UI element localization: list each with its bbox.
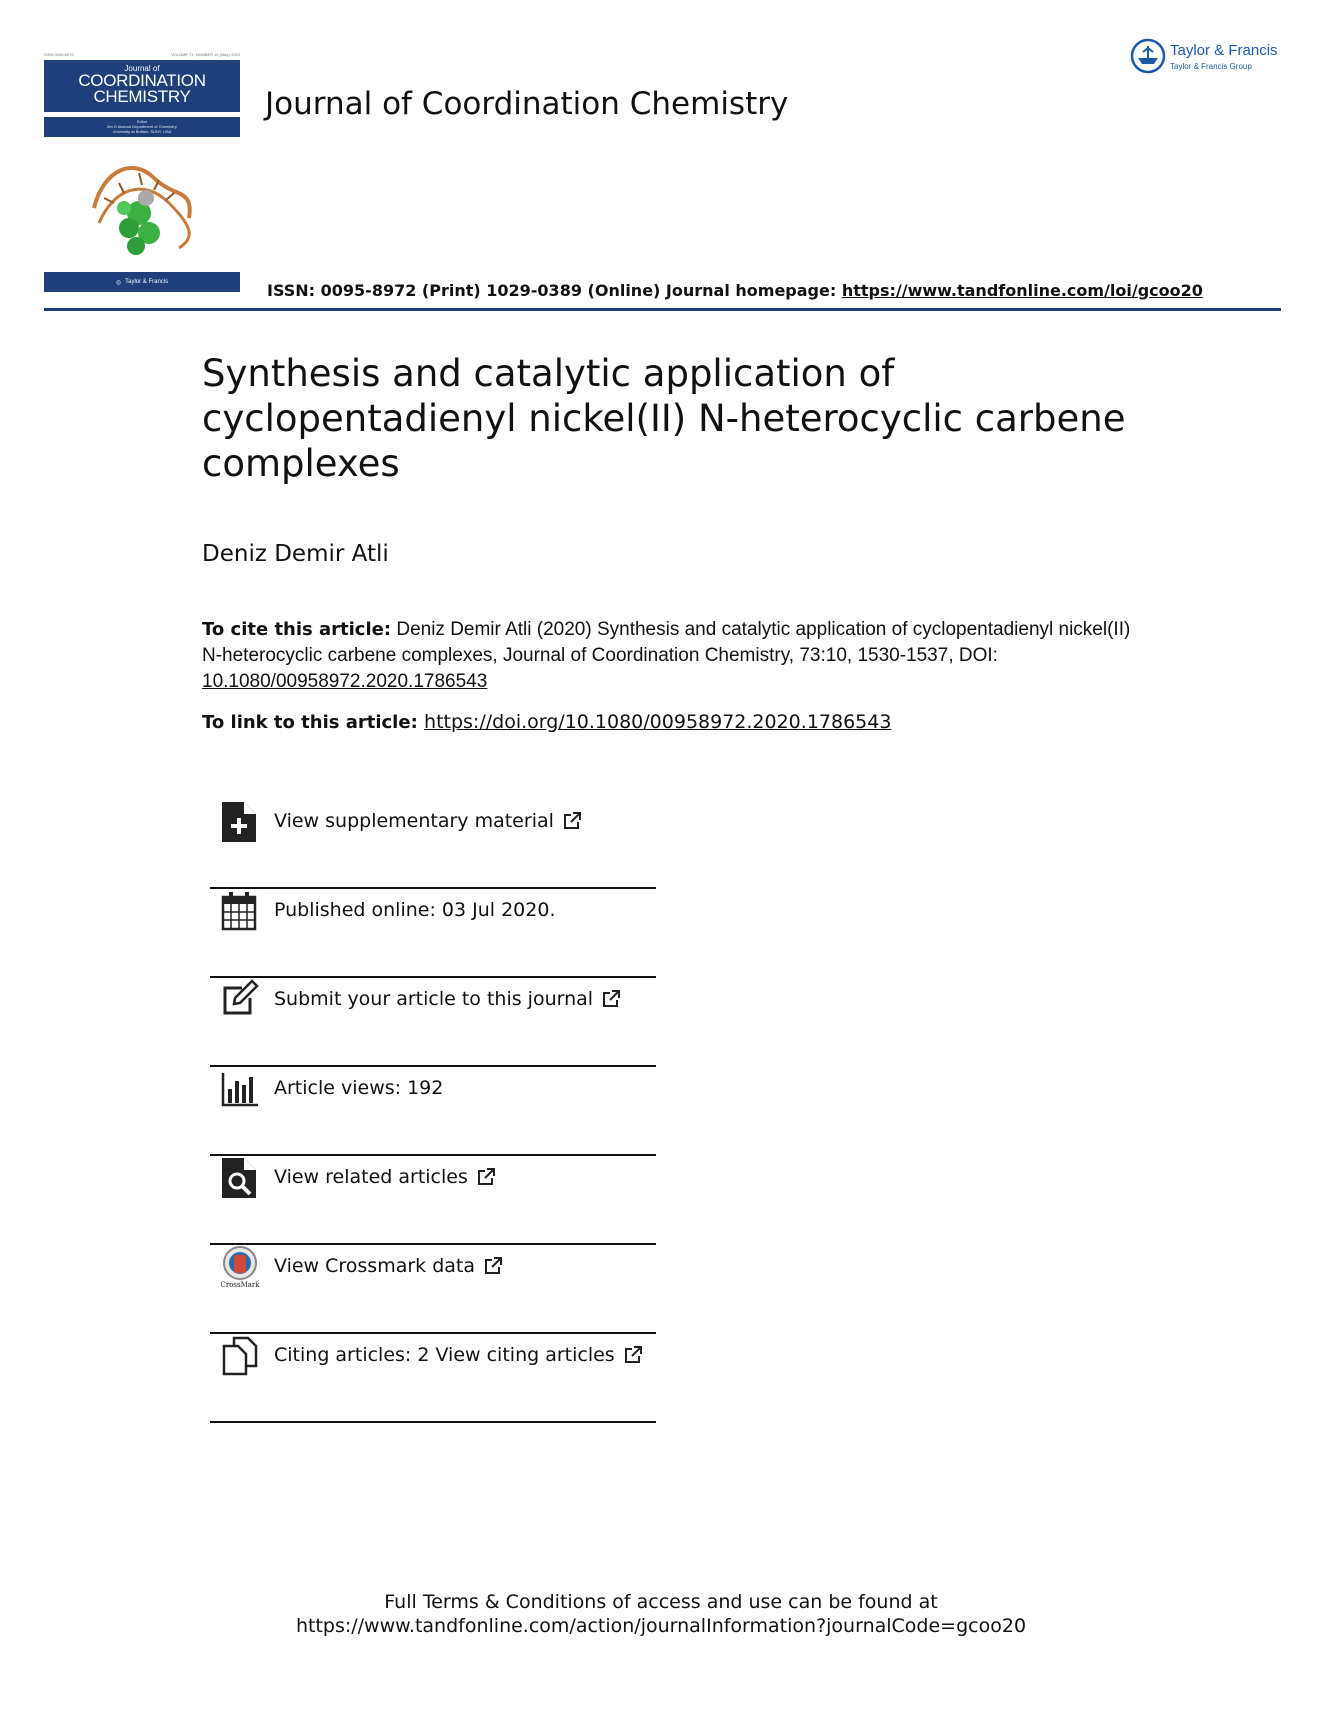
- cover-title-band: [44, 60, 240, 112]
- issn-text: ISSN: 0095-8972 (Print) 1029-0389 (Online) Journal homepage:: [267, 281, 842, 300]
- cover-molecule-illustration: [84, 148, 204, 268]
- article-title: Synthesis and catalytic application of cyclopentadienyl nickel(II) N-heterocyclic carbene complexes: [202, 352, 1126, 485]
- published-date: Published online: 03 Jul 2020.: [274, 899, 556, 921]
- bar-chart-icon: [220, 1067, 260, 1111]
- crossmark-caption: CrossMark: [220, 1281, 260, 1289]
- related-label: View related articles: [274, 1166, 468, 1188]
- citing-label: Citing articles: 2 View citing articles: [274, 1344, 615, 1366]
- citation-block: [202, 617, 1142, 695]
- article-author: Deniz Demir Atli: [202, 541, 389, 567]
- search-document-icon: [220, 1156, 260, 1200]
- crossmark-label: View Crossmark data: [274, 1255, 476, 1277]
- supplementary-label: View supplementary material: [274, 810, 554, 832]
- citation-doi-link[interactable]: 10.1080/00958972.2020.1786543: [202, 671, 488, 692]
- article-link-block: [202, 711, 891, 733]
- crossmark-icon: [220, 1245, 260, 1289]
- cover-editor-strip: [44, 117, 240, 137]
- footer-terms: [0, 1590, 1322, 1638]
- row-views: [210, 1067, 656, 1156]
- issn-line: [267, 281, 1203, 300]
- footer-terms-url[interactable]: https://www.tandfonline.com/action/journalInformation?journalCode=gcoo20: [295, 1615, 1027, 1637]
- external-link-icon: [476, 1167, 496, 1187]
- cover-coordination: COORDINATION: [78, 71, 206, 90]
- article-doi-url[interactable]: https://doi.org/10.1080/00958972.2020.1786543: [424, 711, 892, 733]
- row-supplementary[interactable]: [210, 800, 656, 889]
- header-rule: [44, 308, 1281, 311]
- cover-tiny-text: [44, 52, 240, 60]
- edit-icon: [220, 978, 260, 1022]
- publisher-name: Taylor & Francis: [1170, 42, 1278, 59]
- publisher-group: Taylor & Francis Group: [1170, 62, 1252, 71]
- link-label: To link to this article:: [202, 712, 425, 733]
- cover-chemistry: CHEMISTRY: [93, 87, 191, 106]
- taylor-francis-logo[interactable]: [1130, 38, 1290, 78]
- citation-text: Deniz Demir Atli (2020) Synthesis and catalytic application of cyclopentadienyl nickel(II) N-heterocyclic carbene complexes, Journal of Coordination Chemistry, 73:10, 1530-1537, DOI:: [202, 619, 1131, 666]
- article-views: Article views: 192: [274, 1077, 444, 1099]
- file-plus-icon: [220, 800, 260, 844]
- calendar-icon: [220, 889, 260, 933]
- external-link-icon: [483, 1256, 503, 1276]
- row-separator: [210, 1421, 656, 1423]
- cover-editor-line1: Jim D Atwood Department of Chemistry,: [106, 124, 178, 129]
- cover-issn: ISSN 0095-8972: [44, 52, 74, 57]
- cover-publisher-icon: ◎: [115, 279, 122, 286]
- row-submit[interactable]: [210, 978, 656, 1067]
- external-link-icon: [623, 1345, 643, 1365]
- footer-line1: Full Terms & Conditions of access and use can be found at: [384, 1591, 938, 1613]
- cover-editor-label: Editor: [136, 119, 148, 124]
- journal-name: Journal of Coordination Chemistry: [265, 86, 789, 122]
- cover-publisher: Taylor & Francis: [125, 279, 169, 285]
- cover-journal-of: Journal of: [124, 64, 160, 73]
- cover-publisher-band: [44, 272, 240, 292]
- taylor-francis-logo-icon: [1130, 38, 1166, 74]
- row-published: [210, 889, 656, 978]
- external-link-icon: [562, 811, 582, 831]
- row-crossmark[interactable]: [210, 1245, 656, 1334]
- external-link-icon: [601, 989, 621, 1009]
- journal-homepage-link[interactable]: https://www.tandfonline.com/loi/gcoo20: [841, 281, 1203, 300]
- citation-label: To cite this article:: [202, 619, 392, 640]
- copy-documents-icon: [220, 1334, 260, 1378]
- row-related[interactable]: [210, 1156, 656, 1245]
- journal-cover: [44, 52, 240, 292]
- submit-label: Submit your article to this journal: [274, 988, 594, 1010]
- cover-volume: VOLUME 73, NUMBER 10 (May) 2020: [171, 52, 240, 57]
- cover-editor-line2: University at Buffalo, SUNY, USA: [112, 129, 172, 134]
- row-citing[interactable]: [210, 1334, 656, 1423]
